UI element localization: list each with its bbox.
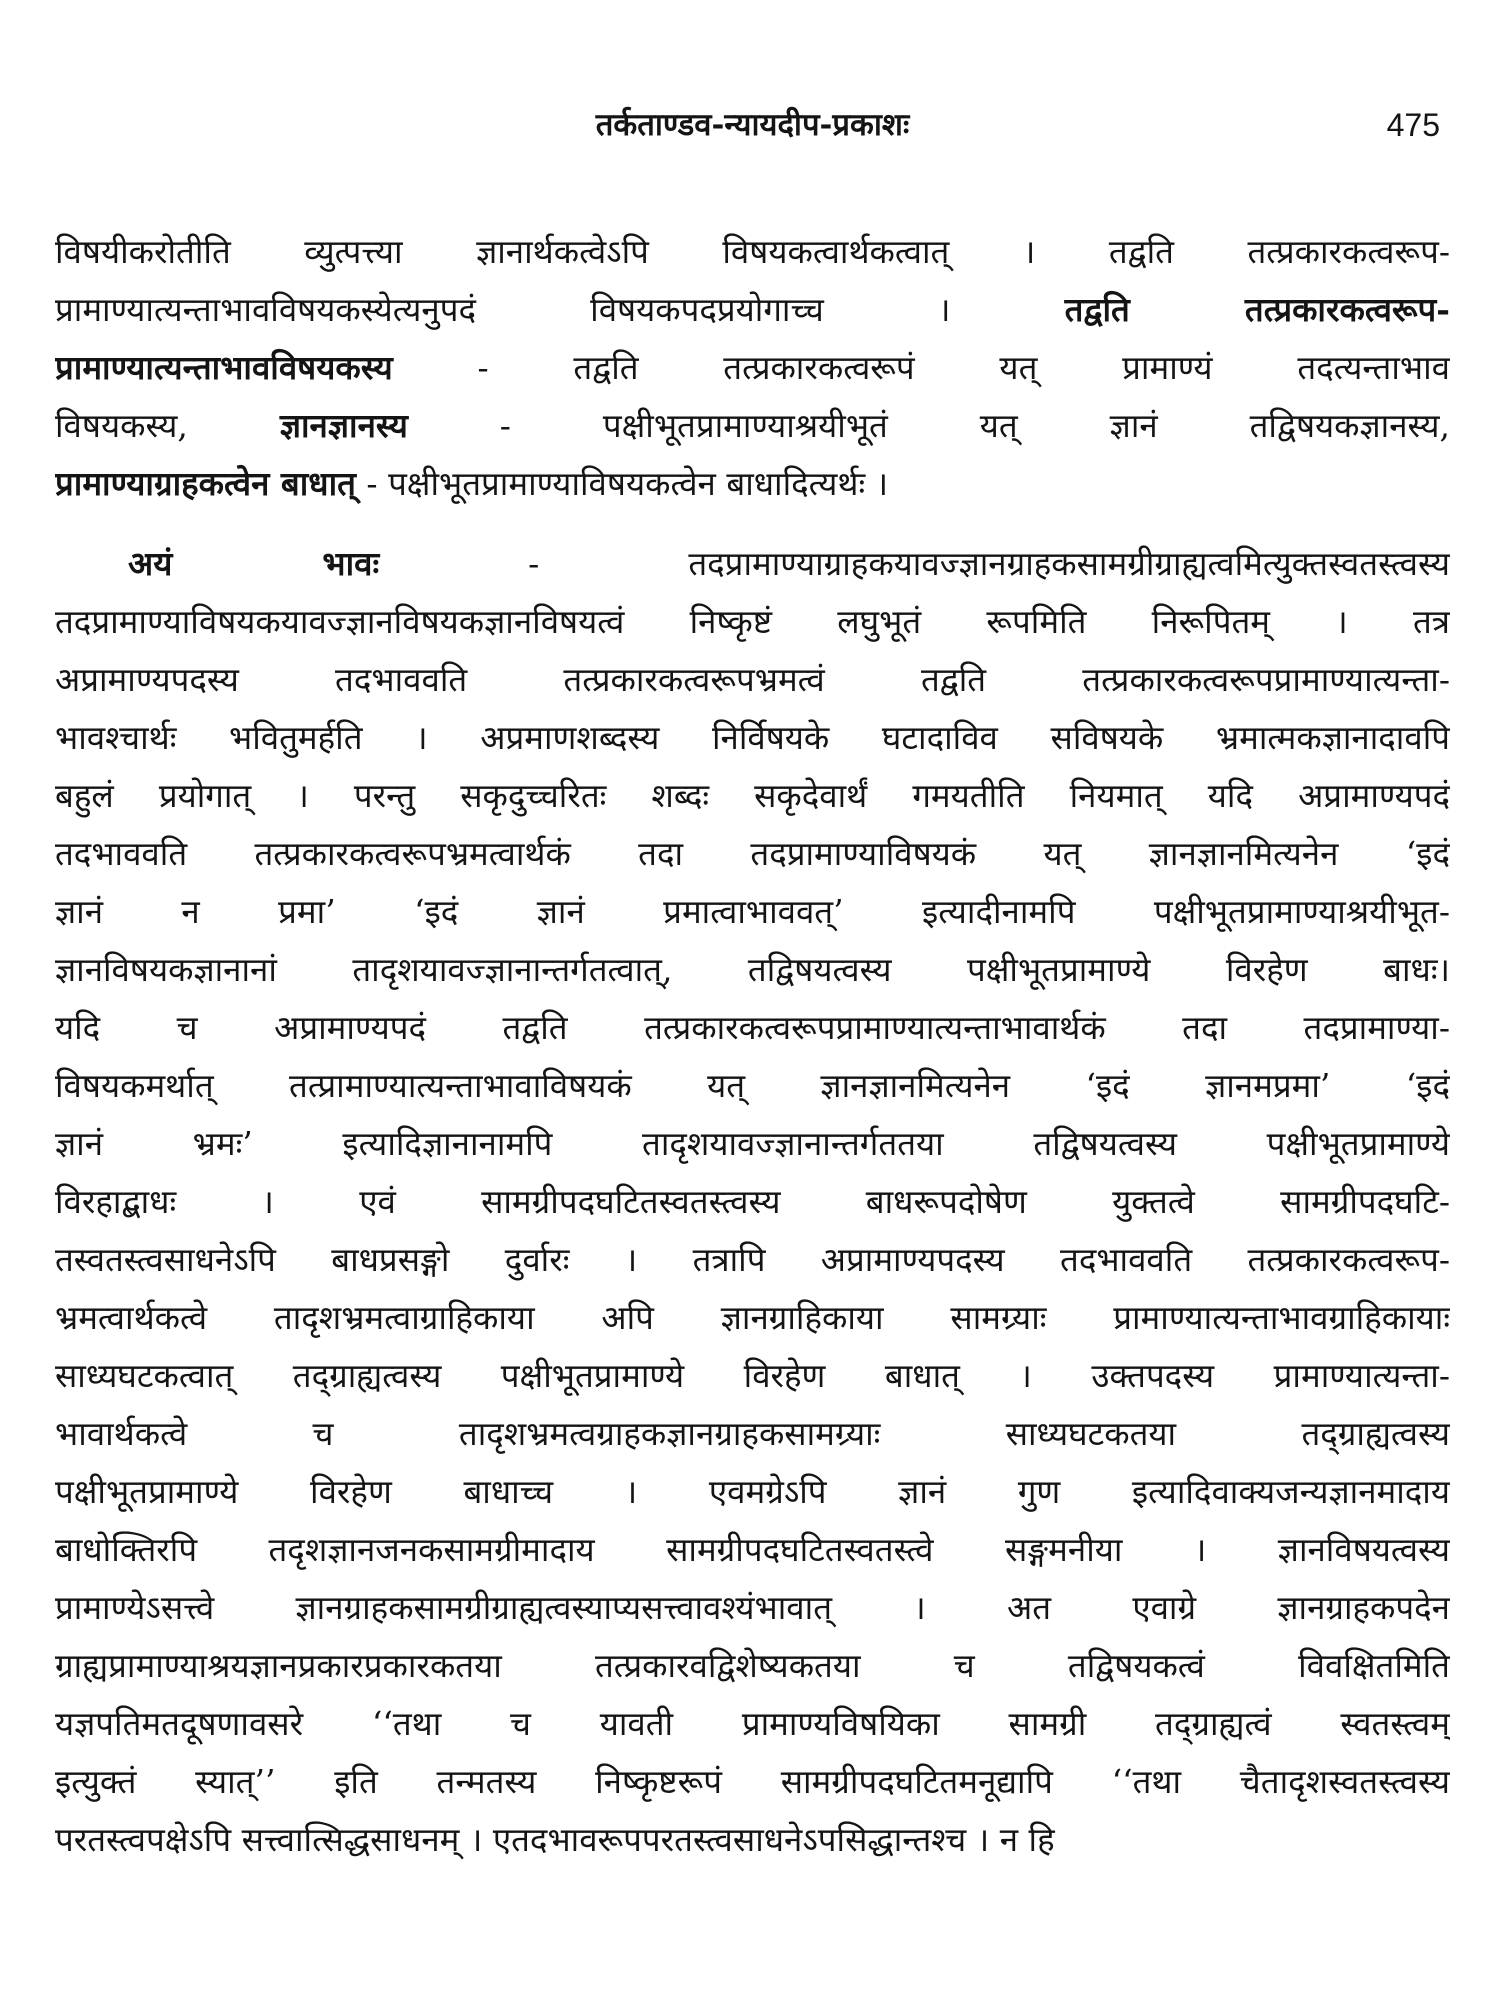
bold-term: प्रामाण्यात्यन्ताभावविषयकस्य <box>55 348 393 387</box>
text-segment: विषयकस्य, <box>55 406 280 445</box>
bold-term: ज्ञानज्ञानस्य <box>279 406 408 445</box>
text-line <box>55 1753 1450 1811</box>
text-segment: यदि च अप्रामाण्यपदं तद्वति तत्प्रकारकत्वरूपप्रामाण्यात्यन्ताभावार्थकं तदा तदप्रामाण्या- <box>55 1008 1450 1047</box>
text-line <box>55 535 1450 593</box>
text-line <box>55 1463 1450 1521</box>
text-line <box>55 1057 1450 1115</box>
text-segment: विषयकमर्थात् तत्प्रामाण्यात्यन्ताभावाविषयकं यत् ज्ञानज्ञानमित्यनेन ‘इदं ज्ञानमप्रमा’ ‘इदं <box>55 1066 1450 1105</box>
text-line <box>55 223 1450 281</box>
bold-term: तद्वति तत्प्रकारकत्वरूप- <box>1064 290 1450 329</box>
text-line <box>55 593 1450 651</box>
paragraph <box>55 535 1450 1869</box>
text-line <box>55 1115 1450 1173</box>
text-line <box>55 281 1450 339</box>
bold-term: अयं भावः <box>128 544 380 583</box>
text-segment: भावश्चार्थः भवितुमर्हति । अप्रमाणशब्दस्य निर्विषयके घटादाविव सविषयके भ्रमात्मकज्ञानादावपि <box>55 718 1450 757</box>
text-line <box>55 767 1450 825</box>
text-segment: ज्ञानविषयकज्ञानानां तादृशयावज्ज्ञानान्तर्गतत्वात्, तद्विषयत्वस्य पक्षीभूतप्रामाण्ये विरहेण बाधः। <box>55 950 1450 989</box>
text-line <box>55 825 1450 883</box>
text-segment: विरहाद्बाधः । एवं सामग्रीपदघटितस्वतस्त्वस्य बाधरूपदोषेण युक्तत्वे सामग्रीपदघटि- <box>55 1182 1450 1221</box>
text-line <box>55 1579 1450 1637</box>
text-line <box>55 1173 1450 1231</box>
text-segment: प्रामाण्यात्यन्ताभावविषयकस्येत्यनुपदं विषयकपदप्रयोगाच्च । <box>55 290 1065 329</box>
text-segment: ग्राह्यप्रामाण्याश्रयज्ञानप्रकारप्रकारकतया तत्प्रकारवद्विशेष्यकतया च तद्विषयकत्वं विवक्षितमिति <box>55 1646 1450 1685</box>
text-segment: - तदप्रामाण्याग्राहकयावज्ज्ञानग्राहकसामग्रीग्राह्यत्वमित्युक्तस्वतस्त्वस्य <box>379 544 1450 583</box>
text-line <box>55 1231 1450 1289</box>
text-segment: तदप्रामाण्याविषयकयावज्ज्ञानविषयकज्ञानविषयत्वं निष्कृष्टं लघुभूतं रूपमिति निरूपितम् । तत्र <box>55 602 1450 641</box>
text-line <box>55 1695 1450 1753</box>
page-number: 475 <box>1386 107 1440 143</box>
text-line <box>55 1289 1450 1347</box>
text-segment: अप्रामाण्यपदस्य तदभाववति तत्प्रकारकत्वरूपभ्रमत्वं तद्वति तत्प्रकारकत्वरूपप्रामाण्यात्यन्ता- <box>55 660 1450 699</box>
text-segment: ज्ञानं न प्रमा’ ‘इदं ज्ञानं प्रमात्वाभाववत्’ इत्यादीनामपि पक्षीभूतप्रामाण्याश्रयीभूत- <box>55 892 1450 931</box>
text-segment: बहुलं प्रयोगात् । परन्तु सकृदुच्चरितः शब्दः सकृदेवार्थं गमयतीति नियमात् यदि अप्रामाण्यपदं <box>55 776 1450 815</box>
text-line <box>55 1347 1450 1405</box>
document-page <box>55 105 1450 1985</box>
text-line <box>55 941 1450 999</box>
text-segment: साध्यघटकत्वात् तद्ग्राह्यत्वस्य पक्षीभूतप्रामाण्ये विरहेण बाधात् । उक्तपदस्य प्रामाण्यात्यन्ता- <box>55 1356 1450 1395</box>
text-line <box>55 1521 1450 1579</box>
text-segment: यज्ञपतिमतदूषणावसरे ‘‘तथा च यावती प्रामाण्यविषयिका सामग्री तद्ग्राह्यत्वं स्वतस्त्वम् <box>55 1704 1450 1743</box>
text-line <box>55 709 1450 767</box>
paragraph <box>55 223 1450 513</box>
text-line <box>55 455 1450 513</box>
text-segment: - पक्षीभूतप्रामाण्याविषयकत्वेन बाधादित्यर्थः । <box>355 464 889 503</box>
text-line <box>55 397 1450 455</box>
text-line <box>55 651 1450 709</box>
running-title: तर्कताण्डव-न्यायदीप-प्रकाशः <box>595 107 910 143</box>
text-segment: भावार्थकत्वे च तादृशभ्रमत्वग्राहकज्ञानग्राहकसामग्र्याः साध्यघटकतया तद्ग्राह्यत्वस्य <box>55 1414 1450 1453</box>
text-segment: तदभाववति तत्प्रकारकत्वरूपभ्रमत्वार्थकं तदा तदप्रामाण्याविषयकं यत् ज्ञानज्ञानमित्यनेन ‘इदं <box>55 834 1450 873</box>
text-segment: बाधोक्तिरपि तदृशज्ञानजनकसामग्रीमादाय सामग्रीपदघटितस्वतस्त्वे सङ्गमनीया । ज्ञानविषयत्वस्य <box>55 1530 1450 1569</box>
text-line <box>55 1811 1450 1869</box>
text-line <box>55 339 1450 397</box>
text-line <box>55 999 1450 1057</box>
text-segment: पक्षीभूतप्रामाण्ये विरहेण बाधाच्च । एवमग्रेऽपि ज्ञानं गुण इत्यादिवाक्यजन्यज्ञानमादाय <box>55 1472 1450 1511</box>
text-segment: परतस्त्वपक्षेऽपि सत्त्वात्सिद्धसाधनम् । एतदभावरूपपरतस्त्वसाधनेऽपसिद्धान्तश्च । न हि <box>55 1820 1055 1859</box>
text-line <box>55 883 1450 941</box>
text-line <box>55 1637 1450 1695</box>
running-header <box>55 105 1450 165</box>
text-segment: प्रामाण्येऽसत्त्वे ज्ञानग्राहकसामग्रीग्राह्यत्वस्याप्यसत्त्वावश्यंभावात् । अत एवाग्रे ज्ञानग्राहकपदेन <box>55 1588 1450 1627</box>
text-segment: तस्वतस्त्वसाधनेऽपि बाधप्रसङ्गो दुर्वारः । तत्रापि अप्रामाण्यपदस्य तदभाववति तत्प्रकारकत्वरूप- <box>55 1240 1450 1279</box>
text-segment: विषयीकरोतीति व्युत्पत्त्या ज्ञानार्थकत्वेऽपि विषयकत्वार्थकत्वात् । तद्वति तत्प्रकारकत्वरूप- <box>55 232 1450 271</box>
text-line <box>55 1405 1450 1463</box>
bold-term: प्रामाण्याग्राहकत्वेन बाधात् <box>55 464 356 503</box>
text-segment: भ्रमत्वार्थकत्वे तादृशभ्रमत्वाग्राहिकाया अपि ज्ञानग्राहिकाया सामग्र्याः प्रामाण्यात्यन्ताभावग्राहिकायाः <box>55 1298 1450 1337</box>
body-text <box>55 223 1450 1869</box>
text-segment: - तद्वति तत्प्रकारकत्वरूपं यत् प्रामाण्यं तदत्यन्ताभाव <box>392 348 1450 387</box>
text-segment: - पक्षीभूतप्रामाण्याश्रयीभूतं यत् ज्ञानं तद्विषयकज्ञानस्य, <box>407 406 1450 445</box>
text-segment: ज्ञानं भ्रमः’ इत्यादिज्ञानानामपि तादृशयावज्ज्ञानान्तर्गततया तद्विषयत्वस्य पक्षीभूतप्रामाण्ये <box>55 1124 1450 1163</box>
text-segment: इत्युक्तं स्यात्’’ इति तन्मतस्य निष्कृष्टरूपं सामग्रीपदघटितमनूद्यापि ‘‘तथा चैतादृशस्वतस्त्वस्य <box>55 1762 1450 1801</box>
